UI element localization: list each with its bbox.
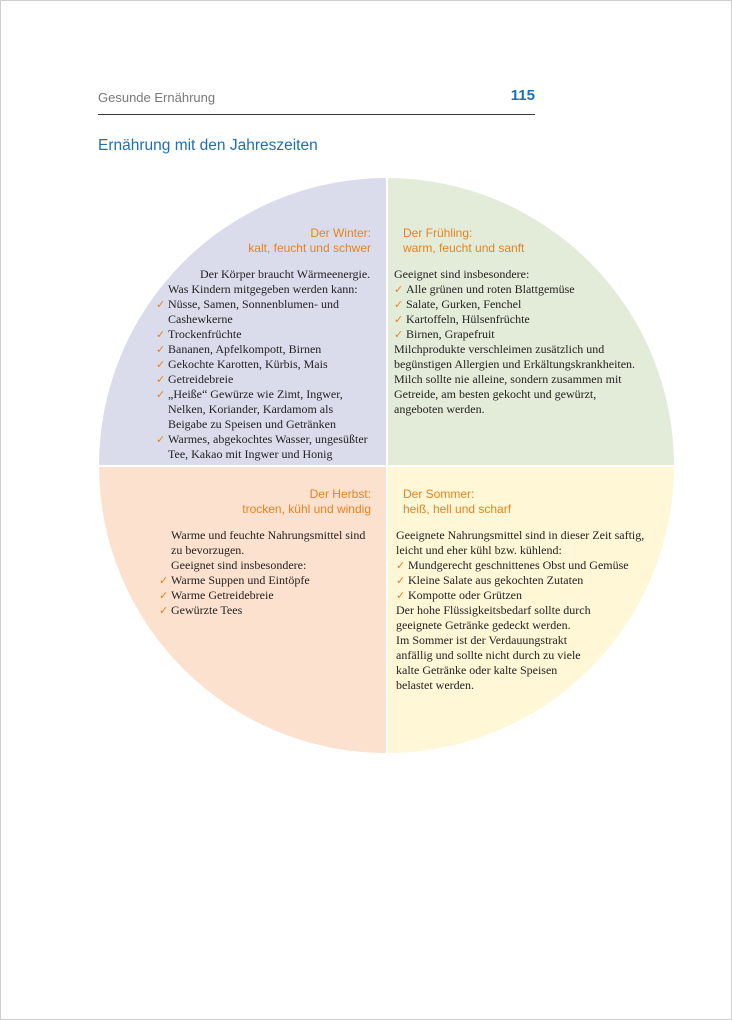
check-icon: ✓: [159, 604, 169, 617]
winter-intro-1: Der Körper braucht Wärmeenergie.: [200, 267, 371, 281]
check-icon: ✓: [156, 373, 166, 386]
summer-text-line: Der hohe Flüssigkeitsbedarf sollte durch: [396, 603, 591, 617]
check-icon: ✓: [156, 298, 166, 311]
winter-item-cont: Tee, Kakao mit Ingwer und Honig: [168, 447, 333, 461]
running-title: Gesunde Ernährung: [98, 90, 216, 105]
check-icon: ✓: [396, 559, 406, 572]
check-icon: ✓: [156, 433, 166, 446]
summer-text-line: anfällig und sollte nicht durch zu viele: [396, 648, 581, 662]
summer-text-line: leicht und eher kühl bzw. kühlend:: [396, 543, 562, 557]
spring-heading-line2: warm, feucht und sanft: [403, 241, 525, 255]
autumn-text-line: Warme und feuchte Nahrungsmittel sind: [171, 528, 366, 542]
autumn-item: Gewürzte Tees: [171, 603, 243, 617]
summer-text-line: Geeignete Nahrungsmittel sind in dieser Zeit saftig,: [396, 528, 645, 542]
winter-heading-line1: Der Winter:: [310, 226, 371, 240]
check-icon: ✓: [159, 574, 169, 587]
summer-item: Kleine Salate aus gekochten Zutaten: [408, 573, 584, 587]
spring-text: [394, 267, 635, 417]
summer-heading-line1: Der Sommer:: [403, 487, 475, 501]
spring-intro: Geeignet sind insbesondere:: [394, 267, 530, 281]
running-head: [98, 88, 535, 115]
winter-heading-line2: kalt, feucht und schwer: [248, 241, 371, 255]
winter-heading: [248, 226, 371, 256]
summer-text-line: belastet werden.: [396, 678, 474, 692]
winter-item: Gekochte Karotten, Kürbis, Mais: [168, 357, 328, 371]
check-icon: ✓: [396, 574, 406, 587]
autumn-heading-line2: trocken, kühl und windig: [242, 502, 371, 516]
summer-heading-line2: heiß, hell und scharf: [403, 502, 512, 516]
check-icon: ✓: [396, 589, 406, 602]
spring-text-line: Getreide, am besten gekocht und gewürzt,: [394, 387, 597, 401]
winter-item: Bananen, Apfelkompott, Birnen: [168, 342, 322, 356]
spring-heading-line1: Der Frühling:: [403, 226, 473, 240]
spring-text-line: begünstigen Allergien und Erkältungskrankheiten.: [394, 357, 636, 371]
autumn-heading-line1: Der Herbst:: [309, 487, 371, 501]
summer-item: Mundgerecht geschnittenes Obst und Gemüse: [408, 558, 629, 572]
horizontal-divider: [99, 465, 674, 467]
winter-text: [156, 267, 370, 462]
check-icon: ✓: [156, 388, 166, 401]
autumn-item: Warme Getreidebreie: [171, 588, 274, 602]
summer-text-line: geeignete Getränke gedeckt werden.: [396, 618, 571, 632]
check-icon: ✓: [156, 328, 166, 341]
check-icon: ✓: [156, 343, 166, 356]
check-icon: ✓: [156, 358, 166, 371]
spring-heading: [403, 226, 524, 256]
winter-intro-2: Was Kindern mitgegeben werden kann:: [168, 282, 358, 296]
autumn-heading: [242, 487, 371, 517]
check-icon: ✓: [394, 283, 404, 296]
summer-heading: [403, 487, 511, 517]
summer-text-line: Im Sommer ist der Verdauungstrakt: [396, 633, 568, 647]
check-icon: ✓: [394, 328, 404, 341]
spring-text-line: angeboten werden.: [394, 402, 485, 416]
summer-text-line: kalte Getränke oder kalte Speisen: [396, 663, 558, 677]
autumn-text-line: zu bevorzugen.: [171, 543, 245, 557]
winter-item: Warmes, abgekochtes Wasser, ungesüßter: [168, 432, 368, 446]
autumn-text-line: Geeignet sind insbesondere:: [171, 558, 307, 572]
spring-item: Birnen, Grapefruit: [406, 327, 495, 341]
check-icon: ✓: [394, 298, 404, 311]
winter-item: Nüsse, Samen, Sonnenblumen- und: [168, 297, 339, 311]
check-icon: ✓: [394, 313, 404, 326]
spring-item: Alle grünen und roten Blattgemüse: [406, 282, 575, 296]
winter-item: „Heiße“ Gewürze wie Zimt, Ingwer,: [168, 387, 343, 401]
winter-item-cont: Beigabe zu Speisen und Getränken: [168, 417, 336, 431]
winter-item-cont: Cashewkerne: [168, 312, 233, 326]
winter-item: Getreidebreie: [168, 372, 234, 386]
summer-item: Kompotte oder Grützen: [408, 588, 522, 602]
page-number: 115: [510, 87, 535, 104]
spring-text-line: Milch sollte nie alleine, sondern zusammen mit: [394, 372, 622, 386]
spring-text-line: Milchprodukte verschleimen zusätzlich und: [394, 342, 605, 356]
spring-item: Kartoffeln, Hülsenfrüchte: [406, 312, 530, 326]
spring-item: Salate, Gurken, Fenchel: [406, 297, 522, 311]
winter-item-cont: Nelken, Koriander, Kardamom als: [168, 402, 334, 416]
section-title: Ernährung mit den Jahreszeiten: [98, 137, 318, 154]
check-icon: ✓: [159, 589, 169, 602]
summer-text: [396, 528, 644, 693]
autumn-text: [159, 528, 365, 618]
winter-item: Trockenfrüchte: [168, 327, 242, 341]
autumn-item: Warme Suppen und Eintöpfe: [171, 573, 310, 587]
